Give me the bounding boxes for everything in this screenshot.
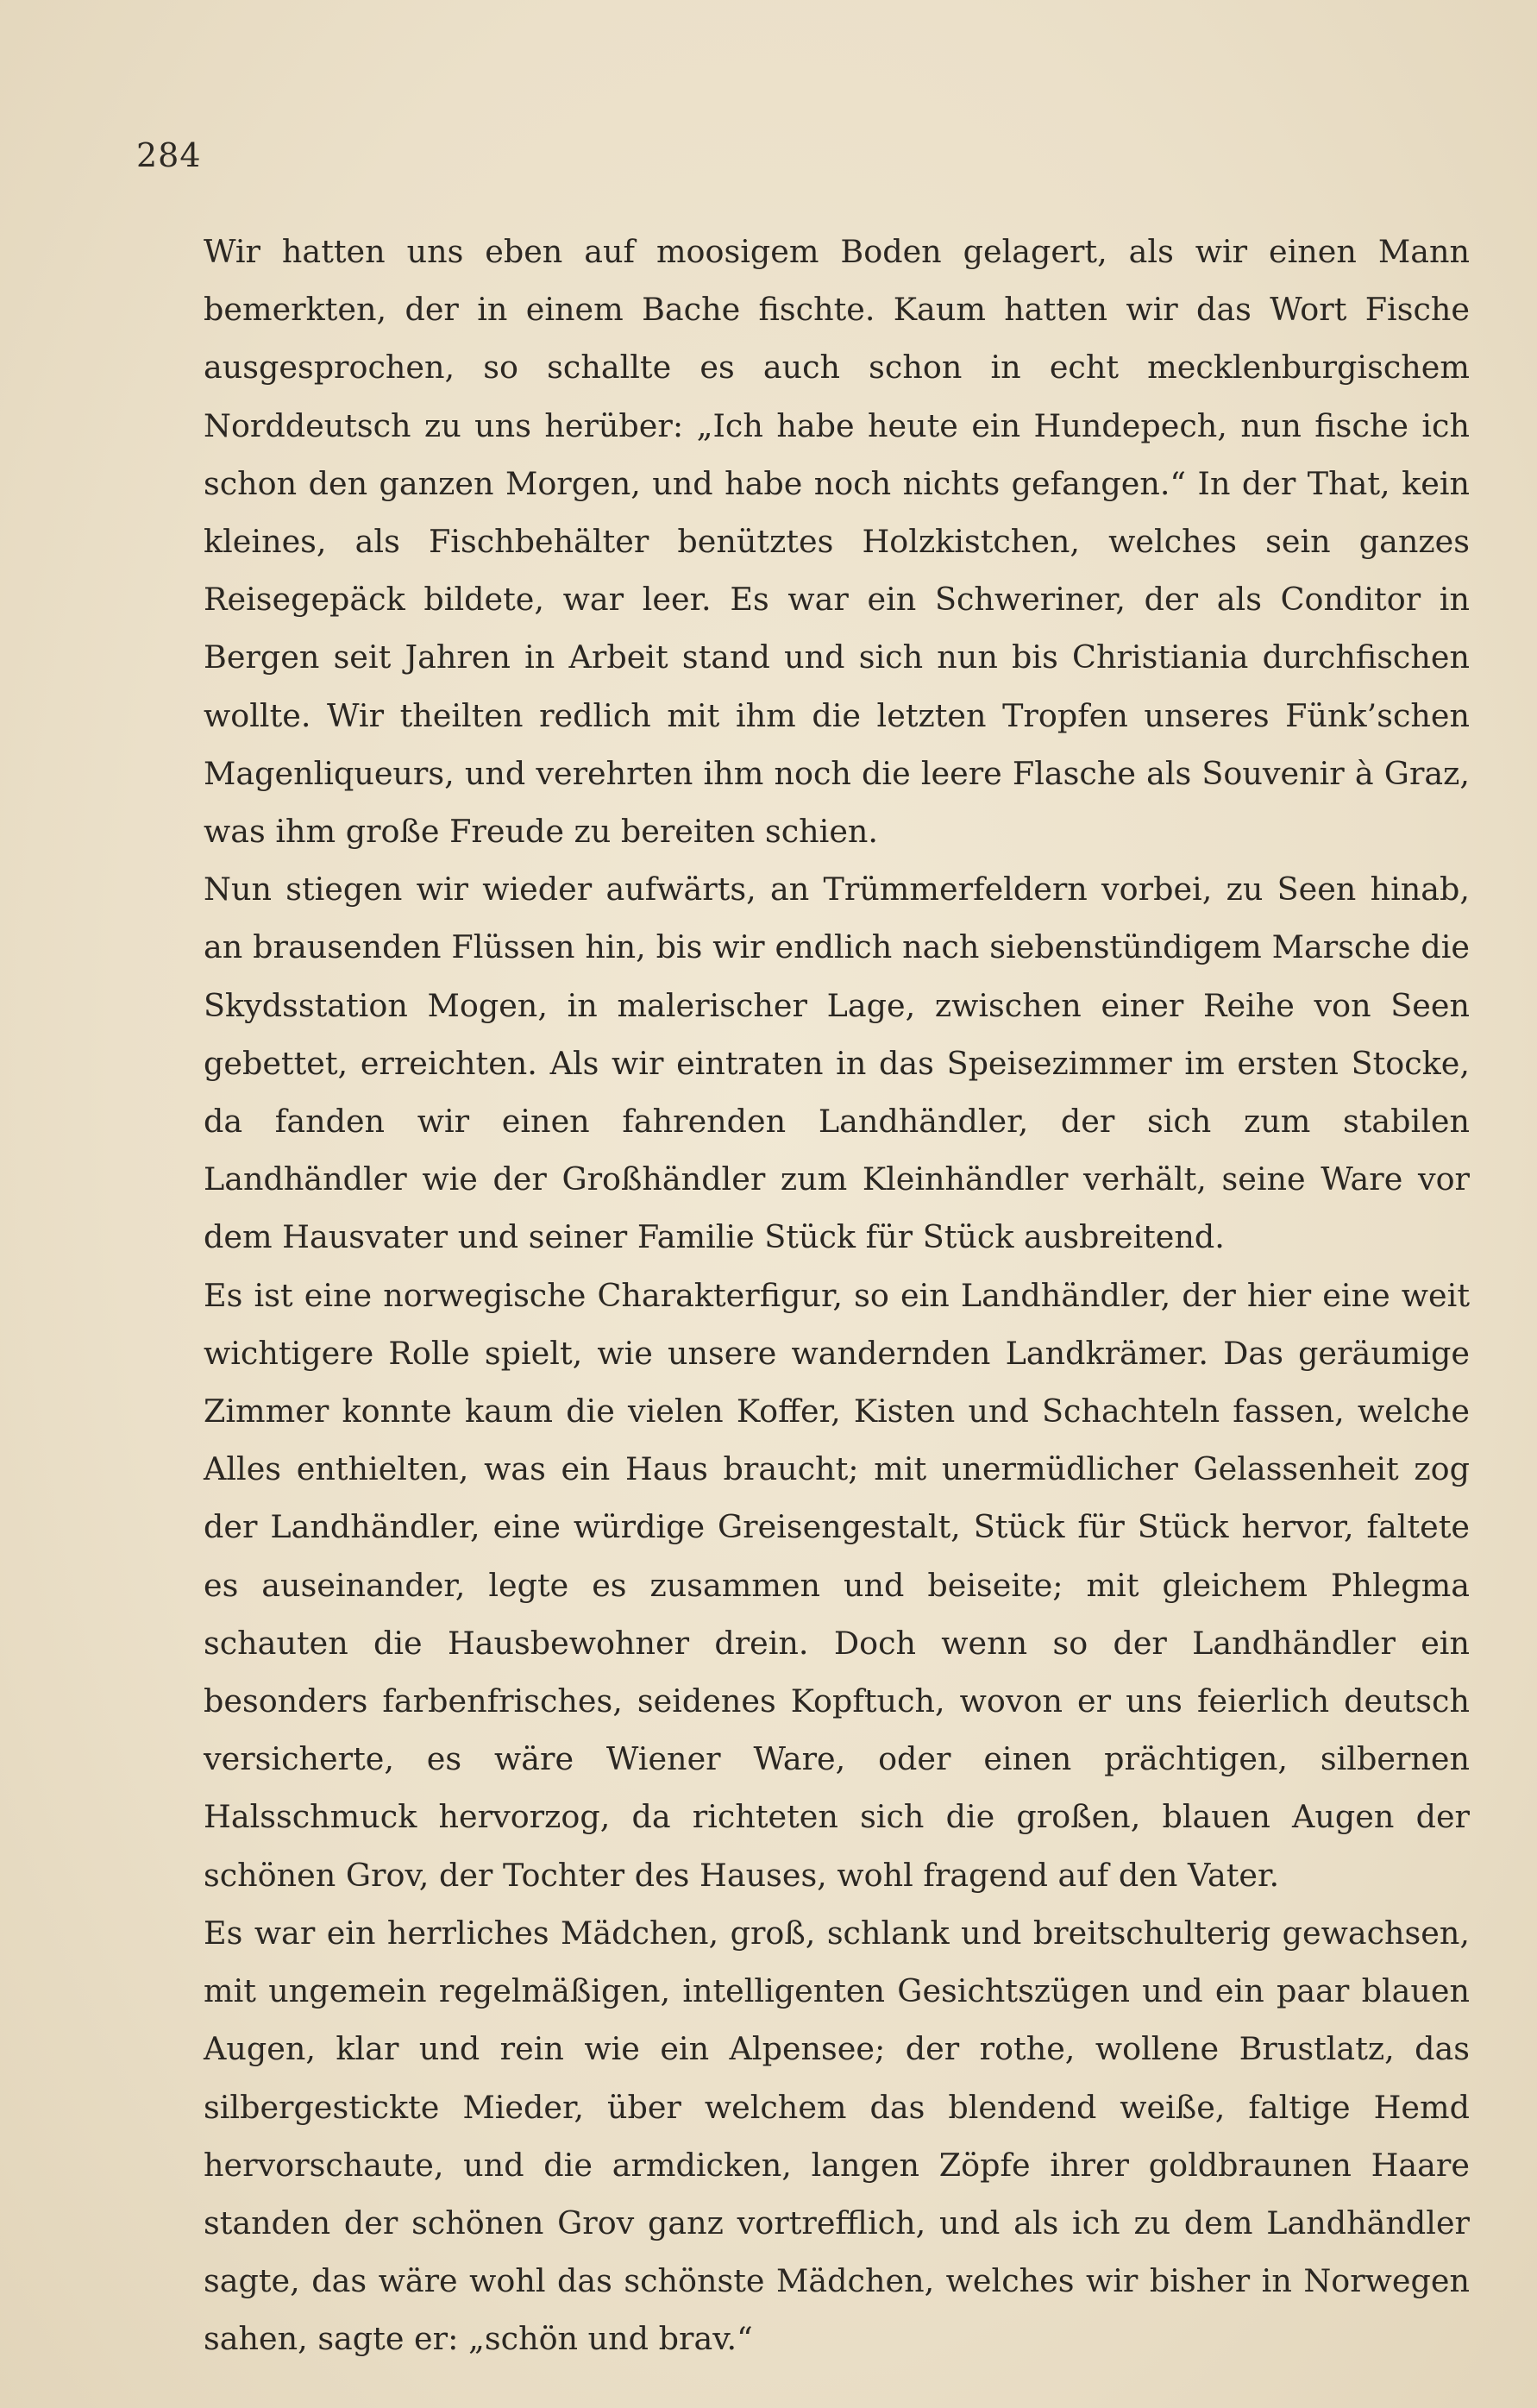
paragraph-1: Wir hatten uns eben auf moosigem Boden gelagert, als wir einen Mann bemerkten, der in einem Bache fischte. Kaum hatten wir das Wort Fische ausgesprochen, so schallte es auch schon in echt mecklenburgischem Norddeutsch zu uns herüber: „Ich habe heute ein Hundepech, nun fische ich schon den ganzen Morgen, und habe noch nichts gefangen.“ In der That, kein kleines, als Fischbehälter benütztes Holzkistchen, welches sein ganzes Reisegepäck bildete, war leer. Es war ein Schweriner, der als Conditor in Bergen seit Jahren in Arbeit stand und sich nun bis Christiania durchfischen wollte. Wir theilten redlich mit ihm die letzten Tropfen unseres Fünk’schen Magenliqueurs, und verehrten ihm noch die leere Flasche als Souvenir à Graz, was ihm große Freude zu bereiten schien. bbox=[204, 233, 1470, 851]
paragraph-4: Es war ein herrliches Mädchen, groß, schlank und breitschulterig gewachsen, mit ungemein regelmäßigen, intelligenten Gesichtszügen und ein paar blauen Augen, klar und rein wie ein Alpensee; der rothe, wollene Brustlatz, das silbergestickte Mieder, über welchem das blendend weiße, faltige Hemd hervorschaute, und die armdicken, langen Zöpfe ihrer goldbraunen Haare standen der schönen Grov ganz vortrefflich, und als ich zu dem Landhändler sagte, das wäre wohl das schönste Mädchen, welches wir bisher in Norwegen sahen, sagte er: „schön und brav.“ bbox=[204, 1914, 1470, 2358]
paragraph-3: Es ist eine norwegische Charakterfigur, so ein Landhändler, der hier eine weit wichtigere Rolle spielt, wie unsere wandernden Landkrämer. Das geräumige Zimmer konnte kaum die vielen Koffer, Kisten und Schachteln fassen, welche Alles enthielten, was ein Haus braucht; mit unermüdlicher Gelassenheit zog der Landhändler, eine würdige Greisengestalt, Stück für Stück hervor, faltete es auseinander, legte es zusammen und beiseite; mit gleichem Phlegma schauten die Hausbewohner drein. Doch wenn so der Landhändler ein besonders farbenfrisches, seidenes Kopftuch, wovon er uns feierlich deutsch versicherte, es wäre Wiener Ware, oder einen prächtigen, silbernen Halsschmuck hervorzog, da richteten sich die großen, blauen Augen der schönen Grov, der Tochter des Hauses, wohl fragend auf den Vater. bbox=[204, 1276, 1470, 1894]
body-text bbox=[204, 223, 1470, 2368]
paragraph-2: Nun stiegen wir wieder aufwärts, an Trümmerfeldern vorbei, zu Seen hinab, an brausenden Flüssen hin, bis wir endlich nach siebenstündigem Marsche die Skydsstation Mogen, in malerischer Lage, zwischen einer Reihe von Seen gebettet, erreichten. Als wir eintraten in das Speisezimmer im ersten Stocke, da fanden wir einen fahrenden Landhändler, der sich zum stabilen Landhändler wie der Großhändler zum Kleinhändler verhält, seine Ware vor dem Hausvater und seiner Familie Stück für Stück ausbreitend. bbox=[204, 871, 1470, 1256]
page-number: 284 bbox=[136, 136, 202, 174]
